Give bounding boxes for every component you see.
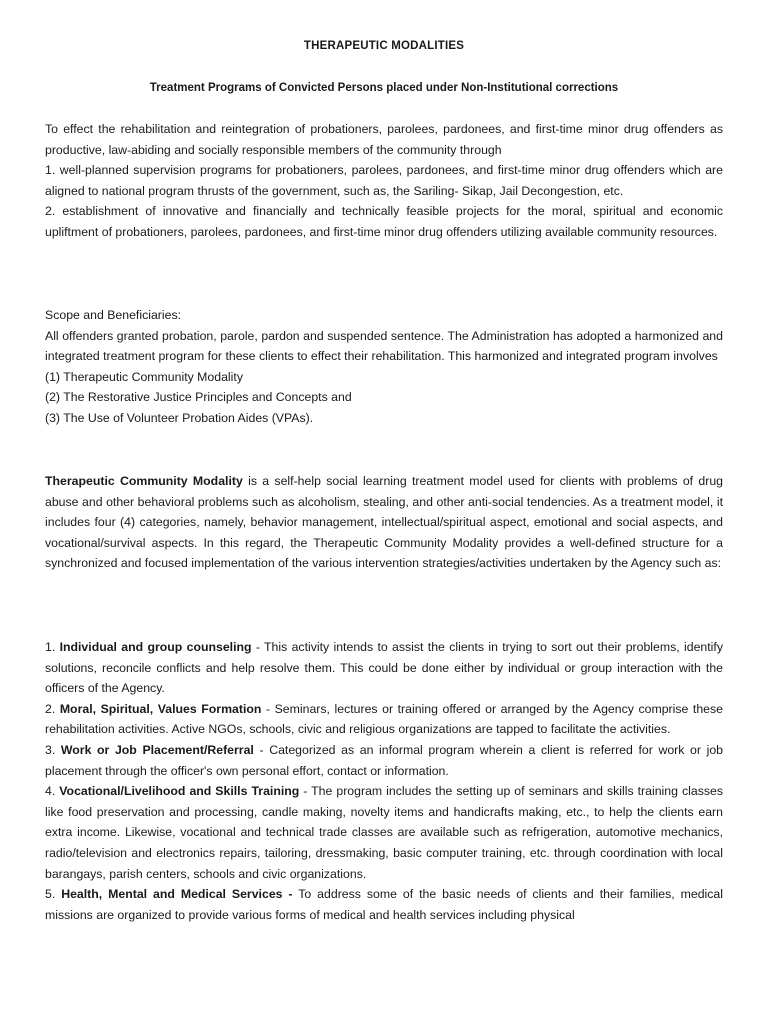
scope-section [45, 305, 723, 429]
activity-text: - Seminars, lectures or training offered or arranged by the Agency comprise these rehabilitation activities. Active NGOs, schools, civic and religious organizations are tapped to facilitate the activities. [45, 701, 723, 737]
tcm-paragraph [45, 471, 723, 574]
activity-term: Vocational/Livelihood and Skills Training [59, 784, 300, 799]
activity-text: - Categorized as an informal program wherein a client is referred for work or job placement through the officer's own personal effort, contact or information. [45, 742, 723, 778]
tcm-section [45, 471, 723, 574]
tcm-text: is a self-help social learning treatment model used for clients with problems of drug abuse and other behavioral problems such as alcoholism, stealing, and other anti-social tendencies. As a treatment model, it includes four (4) categories, namely, behavior management, intellectual/spiritual aspect, emotional and social aspects, and vocational/survival aspects. In this regard, the Therapeutic Community Modality provides a well-defined structure for a synchronized and focused implementation of the various intervention strategies/activities undertaken by the Agency such as: [45, 474, 723, 571]
activity-text: To address some of the basic needs of clients and their families, medical missions are organized to provide various forms of medical and health services including physical [45, 887, 723, 922]
scope-paragraph: All offenders granted probation, parole, pardon and suspended sentence. The Administration has adopted a harmonized and integrated treatment program for these clients to effect their rehabilitation. This harmonized and integrated program involves [45, 328, 723, 364]
scope-item: (3) The Use of Volunteer Probation Aides (VPAs). [45, 410, 314, 425]
activity-item: 3. Work or Job Placement/Referral - Categorized as an informal program wherein a client is referred for work or job placement through the officer's own personal effort, contact or information. [45, 742, 723, 778]
scope-item: (1) Therapeutic Community Modality [45, 369, 243, 384]
activity-item: 5. Health, Mental and Medical Services - To address some of the basic needs of clients and their families, medical missions are organized to provide various forms of medical and health services including physical [45, 887, 723, 922]
activity-text: - This activity intends to assist the clients in trying to sort out their problems, identify solutions, reconcile conflicts and help resolve them. This could be done either by individual or group interaction with the officers of the Agency. [45, 640, 723, 696]
document-subtitle: Treatment Programs of Convicted Persons placed under Non-Institutional corrections [149, 82, 619, 94]
intro-section [45, 119, 723, 243]
activity-text: - The program includes the setting up of seminars and skills training classes like food preservation and processing, candle making, novelty items and handicrafts making, etc., to help the clients earn extra income. Likewise, vocational and technical trade classes are available such as refrigeration, automotive mechanics, radio/television and electronics repairs, tailoring, dressmaking, basic computer training, etc. through coordination with local barangays, parish centers, schools and civic organizations. [45, 784, 723, 881]
activity-item: 4. Vocational/Livelihood and Skills Training - The program includes the setting up of seminars and skills training classes like food preservation and processing, candle making, novelty items and handicrafts making, etc., to help the clients earn extra income. Likewise, vocational and technical trade classes are available such as refrigeration, automotive mechanics, radio/television and electronics repairs, tailoring, dressmaking, basic computer training, etc. through coordination with local barangays, parish centers, schools and civic organizations. [45, 784, 723, 881]
activity-term: Health, Mental and Medical Services - [61, 887, 293, 902]
activity-term: Work or Job Placement/Referral [60, 742, 254, 757]
intro-paragraph: To effect the rehabilitation and reintegration of probationers, parolees, pardonees, and first-time minor drug offenders as productive, law-abiding and socially responsible members of the community through [45, 122, 723, 157]
intro-item-1: 1. well-planned supervision programs for probationers, parolees, pardonees, and first-time minor drug offenders which are aligned to national program thrusts of the government, such as, the Sariling- Sikap, Jail Decongestion, etc. [45, 163, 723, 198]
tcm-term: Therapeutic Community Modality [45, 474, 243, 488]
intro-item-2: 2. establishment of innovative and financially and technically feasible projects for the moral, spiritual and economic upliftment of probationers, parolees, pardonees, and first-time minor drug offenders utilizing available community resources. [45, 204, 723, 239]
activity-item: 2. Moral, Spiritual, Values Formation - Seminars, lectures or training offered or arranged by the Agency comprise these rehabilitation activities. Active NGOs, schools, civic and religious organizations are tapped to facilitate the activities. [45, 701, 723, 737]
document-title: THERAPEUTIC MODALITIES [303, 40, 465, 52]
activity-term: Individual and group counseling [59, 640, 252, 654]
activity-item: 1. Individual and group counseling - This activity intends to assist the clients in trying to sort out their problems, identify solutions, reconcile conflicts and help resolve them. This could be done either by individual or group interaction with the officers of the Agency. [45, 640, 723, 696]
scope-item: (2) The Restorative Justice Principles and Concepts and [45, 390, 352, 405]
activity-term: Moral, Spiritual, Values Formation [59, 701, 262, 716]
activities-list [45, 637, 723, 925]
scope-heading: Scope and Beneficiaries: [45, 308, 182, 322]
